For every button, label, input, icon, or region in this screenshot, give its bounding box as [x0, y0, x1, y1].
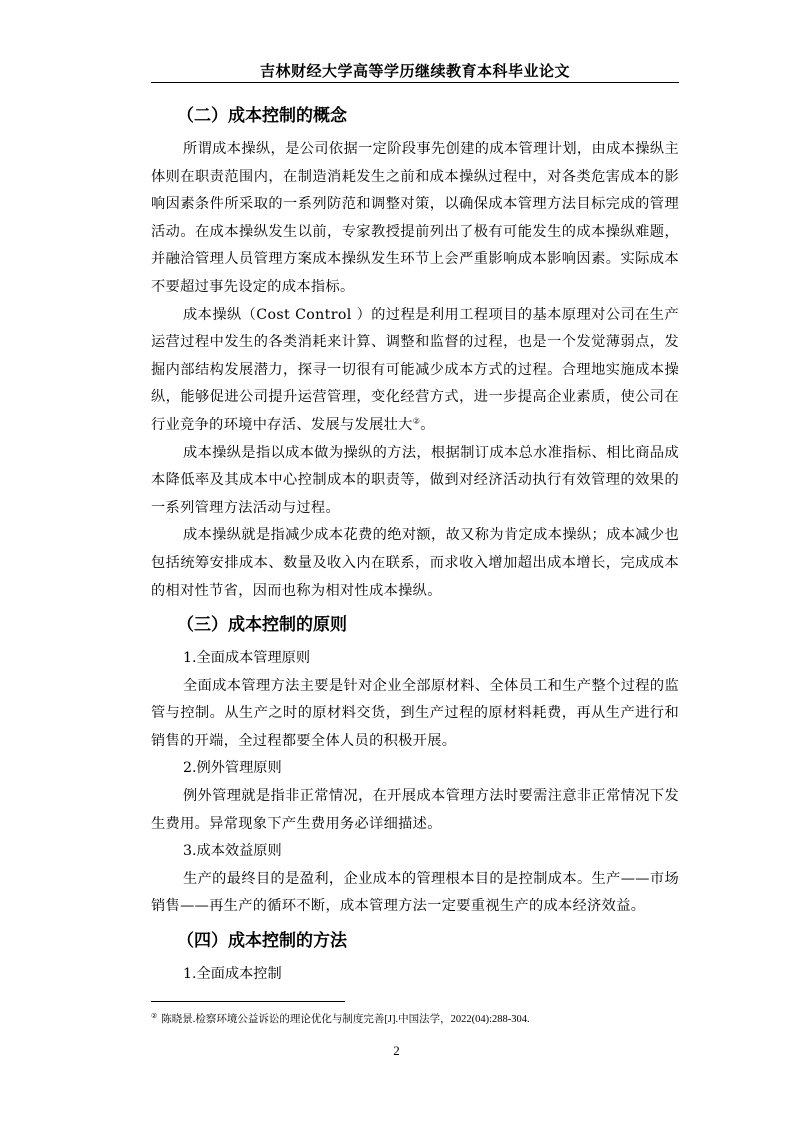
footnote-reference[interactable]: ②	[412, 416, 421, 426]
footnote-text: 陈晓景.检察环境公益诉讼的理论优化与制度完善[J].中国法学，2022(04):288-304.	[161, 1014, 530, 1025]
paragraph: 例外管理就是指非正常情况，在开展成本管理方法时要需注意非正常情况下发生费用。异常现象下产生费用务必详细描述。	[151, 788, 679, 832]
paragraph: 成本操纵就是指减少成本花费的绝对额，故又称为肯定成本操纵；成本减少也包括统筹安排成本、数量及收入内在联系，而求收入增加超出成本增长，完成成本的相对性节省，因而也称为相对性成本操纵。	[151, 527, 679, 599]
paragraph-text: 成本操纵（Cost Control ）的过程是利用工程项目的基本原理对公司在生产运营过程中发生的各类消耗来计算、调整和监督的过程，也是一个发觉薄弱点，发掘内部结构发展潜力，探寻一切很有可能减少成本方式的过程。合理地实施成本操纵，能够促进公司提升运营管理，变化经营方式，进一步提高企业素质，使公司在行业竞争的环境中存活、发展与发展壮大	[151, 306, 679, 433]
subheading: 2.例外管理原则	[183, 760, 282, 777]
section-heading-principles: （三）成本控制的原则	[177, 615, 347, 636]
paragraph: 成本操纵是指以成本做为操纵的方法，根据制订成本总水准指标、相比商品成本降低率及其成本中心控制成本的职责等，做到对经济活动执行有效管理的效果的一系列管理方法活动与过程。	[151, 444, 679, 516]
subheading: 3.成本效益原则	[183, 843, 282, 860]
paragraph: 所谓成本操纵，是公司依据一定阶段事先创建的成本管理计划，由成本操纵主体则在职责范围内，在制造消耗发生之前和成本操纵过程中，对各类危害成本的影响因素条件所采取的一系列防范和调整对策，以确保成本管理方法目标完成的管理活动。在成本操纵发生以前，专家教授提前列出了极有可能发生的成本操纵难题，并融洽管理人员管理方案成本操纵发生环节上会严重影响成本影响因素。实际成本不要超过事先设定的成本指标。	[151, 141, 679, 295]
header-rule	[151, 82, 679, 83]
footnote-marker: ②	[151, 1011, 158, 1020]
footnote-separator	[151, 1001, 345, 1002]
subheading: 1.全面成本管理原则	[183, 650, 311, 667]
page-body	[151, 96, 679, 989]
running-header: 吉林财经大学高等学历继续教育本科毕业论文	[259, 62, 570, 80]
page-number: 2	[393, 1043, 400, 1058]
paragraph: 全面成本管理方法主要是针对企业全部原材料、全体员工和生产整个过程的监管与控制。从生产之时的原材料交货，到生产过程的原材料耗费，再从生产进行和销售的开端，全过程都要全体人员的积极开展。	[151, 677, 679, 749]
subheading: 1.全面成本控制	[183, 966, 282, 983]
footnote	[151, 1013, 691, 1027]
paragraph-text-end: 。	[420, 416, 435, 433]
section-heading-methods: （四）成本控制的方法	[177, 931, 347, 952]
paragraph	[151, 302, 679, 440]
paragraph: 生产的最终目的是盈利，企业成本的管理根本目的是控制成本。生产——市场销售——再生产的循环不断，成本管理方法一定要重视生产的成本经济效益。	[151, 870, 679, 915]
section-heading-concept: （二）成本控制的概念	[177, 106, 347, 126]
